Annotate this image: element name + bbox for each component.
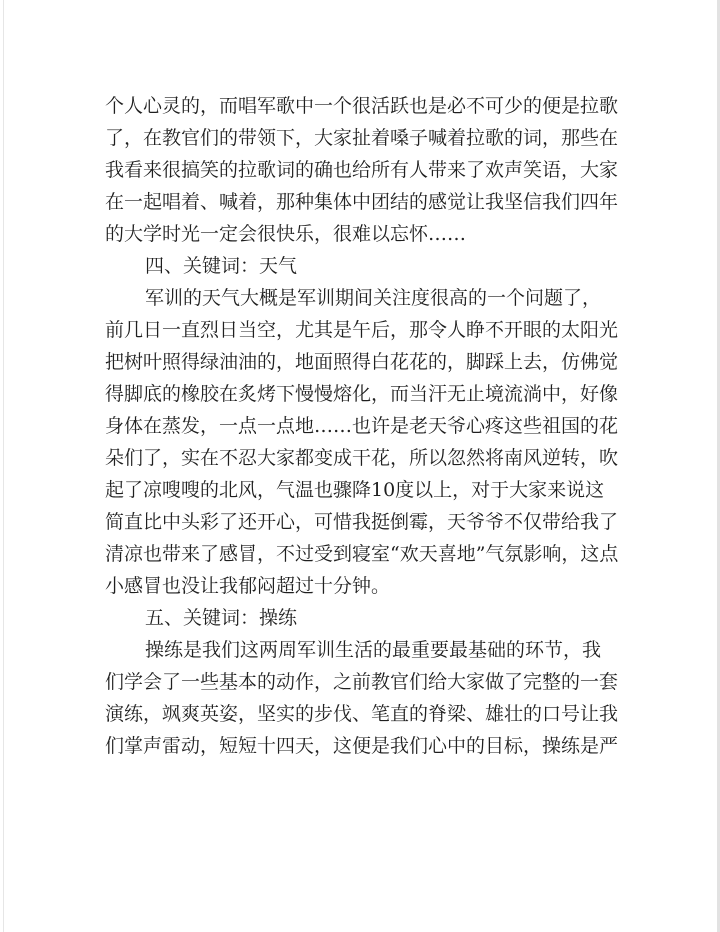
text-line: 我看来很搞笑的拉歌词的确也给所有人带来了欢声笑语，大家 xyxy=(105,159,619,181)
text-line: 前几日一直烈日当空，尤其是午后，那令人睁不开眼的太阳光 xyxy=(105,319,619,341)
text-line: 小感冒也没让我郁闷超过十分钟。 xyxy=(105,575,391,597)
text-line: 清凉也带来了感冒，不过受到寝室“欢天喜地”气氛影响，这点 xyxy=(105,543,619,565)
text-line: 个人心灵的，而唱军歌中一个很活跃也是必不可少的便是拉歌 xyxy=(105,95,619,117)
text-line: 的大学时光一定会很快乐，很难以忘怀…… xyxy=(105,223,467,245)
document-body xyxy=(105,90,625,762)
text-line: 简直比中头彩了还开心，可惜我挺倒霉，天爷爷不仅带给我了 xyxy=(105,511,619,533)
text-line: 们掌声雷动，短短十四天，这便是我们心中的目标，操练是严 xyxy=(105,735,619,757)
text-line: 身体在蒸发，一点一点地……也许是老天爷心疼这些祖国的花 xyxy=(105,415,619,437)
text-line: 朵们了，实在不忍大家都变成干花，所以忽然将南风逆转，吹 xyxy=(105,447,619,469)
text-line: 操练是我们这两周军训生活的最重要最基础的环节，我 xyxy=(145,639,602,661)
page-left-edge xyxy=(3,0,4,932)
text-line: 们学会了一些基本的动作，之前教官们给大家做了完整的一套 xyxy=(105,671,619,693)
text-line: 了，在教官们的带领下，大家扯着嗓子喊着拉歌的词，那些在 xyxy=(105,127,619,149)
text-line: 军训的天气大概是军训期间关注度很高的一个问题了， xyxy=(145,287,602,309)
text-line: 演练，飒爽英姿，坚实的步伐、笔直的脊梁、雄壮的口号让我 xyxy=(105,703,619,725)
section-heading: 四、关键词：天气 xyxy=(145,255,298,277)
text-line: 得脚底的橡胶在炙烤下慢慢熔化，而当汗无止境流淌中，好像 xyxy=(105,383,619,405)
text-line: 起了凉嗖嗖的北风，气温也骤降10度以上，对于大家来说这 xyxy=(105,479,605,501)
text-line: 把树叶照得绿油油的，地面照得白花花的，脚踩上去，仿佛觉 xyxy=(105,351,619,373)
text-line: 在一起唱着、喊着，那种集体中团结的感觉让我坚信我们四年 xyxy=(105,191,619,213)
section-heading: 五、关键词：操练 xyxy=(145,607,298,629)
